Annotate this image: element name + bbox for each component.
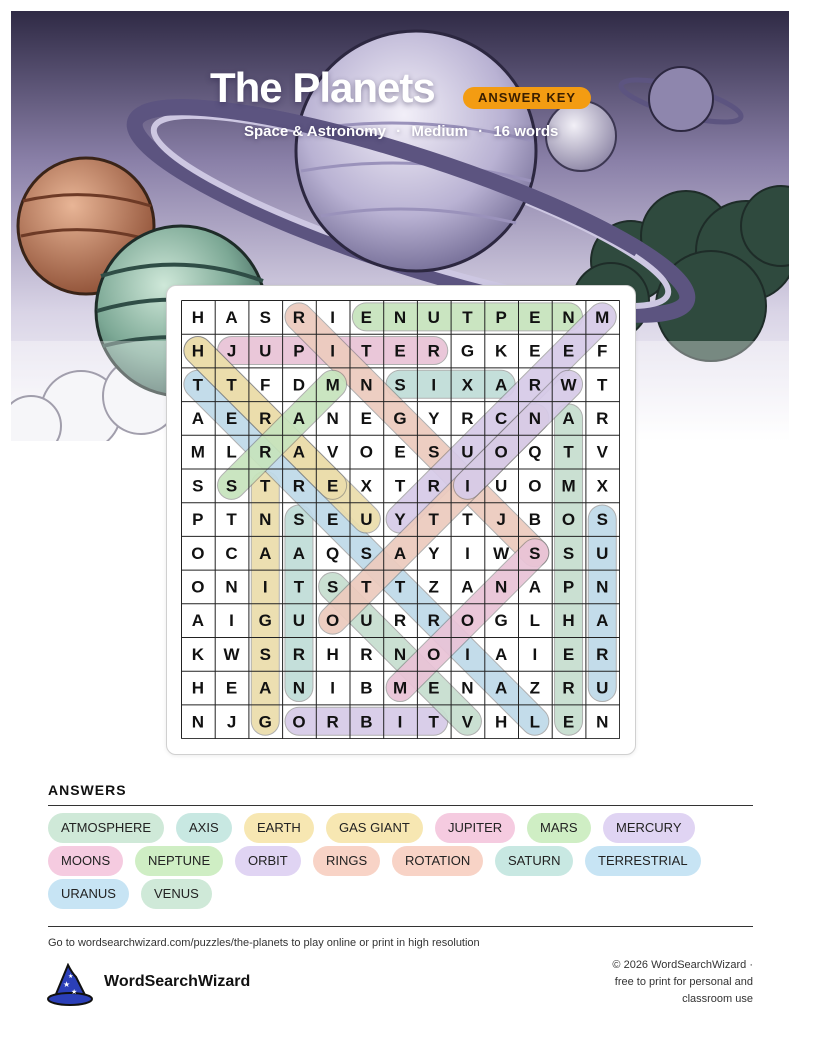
grid-letter: A	[259, 678, 272, 698]
grid-letter: E	[562, 341, 575, 361]
grid-letter: M	[392, 678, 408, 698]
grid-letter: E	[562, 644, 575, 664]
grid-letter: U	[596, 543, 609, 563]
grid-letter: O	[292, 712, 306, 732]
grid-letter: O	[191, 543, 205, 563]
grid-letter: U	[461, 442, 474, 462]
grid-letter: B	[528, 510, 541, 530]
grid-letter: N	[596, 712, 609, 732]
svg-text:★: ★	[71, 989, 78, 996]
grid-letter: M	[595, 307, 610, 327]
answer-word-chip: SATURN	[495, 846, 573, 876]
grid-letter: H	[326, 644, 339, 664]
grid-letter: H	[495, 712, 508, 732]
grid-letter: I	[465, 476, 470, 496]
separator-dot: ·	[478, 123, 484, 140]
grid-letter: P	[293, 341, 305, 361]
divider	[48, 926, 753, 927]
answers-heading: ANSWERS	[48, 782, 127, 798]
grid-letter: O	[191, 577, 205, 597]
wizard-hat-icon	[46, 963, 94, 1007]
grid-letter: J	[496, 510, 506, 530]
grid-letter: G	[258, 611, 272, 631]
grid-letter: R	[427, 476, 440, 496]
grid-letter: R	[427, 341, 440, 361]
grid-letter: V	[461, 712, 474, 732]
puzzle-subtitle	[244, 123, 558, 140]
grid-letter: A	[596, 611, 609, 631]
grid-letter: N	[596, 577, 609, 597]
answer-word-chip: JUPITER	[435, 813, 515, 843]
grid-letter: E	[428, 678, 440, 698]
answer-word-chip: MOONS	[48, 846, 123, 876]
grid-letter: E	[394, 341, 406, 361]
grid-letter: I	[330, 307, 336, 327]
grid-letter: Q	[528, 442, 542, 462]
grid-letter: H	[562, 611, 575, 631]
category-label: Space & Astronomy	[244, 123, 386, 140]
grid-letter: T	[260, 476, 271, 496]
grid-letter: S	[225, 476, 238, 496]
grid-letter: R	[596, 644, 609, 664]
grid-letter: P	[192, 510, 204, 530]
grid-letter: W	[223, 644, 240, 664]
grid-letter: O	[359, 442, 373, 462]
grid-letter: H	[191, 341, 204, 361]
grid-letter: I	[431, 375, 437, 395]
grid-letter: E	[529, 307, 541, 327]
grid-letter: T	[462, 510, 473, 530]
grid-letter: A	[292, 408, 306, 428]
grid-letter: P	[495, 307, 507, 327]
grid-letter: X	[360, 476, 373, 496]
answer-word-chip: AXIS	[176, 813, 232, 843]
brand-name: WordSearchWizard	[104, 973, 251, 990]
answer-word-chip: ORBIT	[235, 846, 301, 876]
grid-letter: X	[461, 375, 474, 395]
grid-letter: A	[528, 577, 541, 597]
grid-letter: O	[528, 476, 542, 496]
grid-letter: T	[428, 712, 439, 732]
grid-letter: I	[465, 644, 470, 664]
grid-letter: S	[259, 644, 271, 664]
grid-letter: R	[292, 307, 306, 327]
grid-letter: Q	[326, 543, 340, 563]
grid-letter: S	[394, 375, 406, 395]
grid-letter: V	[596, 442, 608, 462]
grid-letter: N	[326, 408, 339, 428]
divider	[48, 805, 753, 806]
grid-letter: U	[360, 611, 373, 631]
answer-word-chip: VENUS	[141, 879, 212, 909]
answer-word-chip: GAS GIANT	[326, 813, 423, 843]
grid-letter: O	[494, 442, 508, 462]
copyright-note	[573, 957, 753, 1008]
grid-letter: A	[292, 442, 306, 462]
word-count-label: 16 words	[493, 123, 559, 140]
copyright-line: free to print for personal and	[614, 976, 753, 988]
grid-letter: T	[293, 577, 305, 597]
grid-letter: E	[562, 712, 575, 732]
grid-letter: S	[529, 543, 541, 563]
grid-letter: I	[262, 577, 268, 597]
grid-letter: O	[427, 644, 441, 664]
grid-letter: A	[393, 543, 407, 563]
grid-letter: S	[259, 307, 271, 327]
grid-letter: T	[462, 307, 473, 327]
grid-letter: N	[562, 307, 575, 327]
grid-letter: U	[259, 341, 272, 361]
grid-letter: I	[330, 341, 336, 361]
grid-letter: R	[259, 442, 272, 462]
answer-word-chip: ATMOSPHERE	[48, 813, 164, 843]
grid-letter: N	[292, 678, 306, 698]
grid-letter: N	[461, 678, 474, 698]
grid-letter: I	[465, 543, 470, 563]
grid-letter: N	[225, 577, 238, 597]
grid-letter: N	[528, 408, 541, 428]
grid-letter: P	[562, 577, 575, 597]
word-search-grid	[181, 300, 620, 739]
grid-letter: A	[495, 678, 508, 698]
grid-letter: L	[226, 442, 237, 462]
grid-letter: T	[226, 375, 237, 395]
grid-letter: Z	[529, 678, 541, 698]
grid-letter: E	[225, 408, 238, 428]
grid-letter: N	[495, 577, 508, 597]
grid-letter: A	[495, 644, 508, 664]
grid-letter: A	[562, 408, 575, 428]
grid-letter: A	[292, 543, 306, 563]
grid-letter: K	[495, 341, 508, 361]
grid-letter: L	[529, 712, 541, 732]
grid-letter: O	[460, 611, 475, 631]
grid-letter: A	[225, 307, 238, 327]
grid-letter: U	[427, 307, 440, 327]
grid-letter: R	[393, 611, 407, 631]
grid-letter: S	[326, 577, 339, 597]
grid-letter: A	[259, 543, 272, 563]
grid-letter: H	[191, 307, 204, 327]
grid-letter: F	[260, 375, 271, 395]
grid-letter: C	[495, 408, 508, 428]
grid-letter: F	[597, 341, 608, 361]
grid-letter: M	[190, 442, 205, 462]
grid-letter: R	[596, 408, 609, 428]
grid-letter: N	[360, 375, 373, 395]
grid-letter: R	[326, 712, 339, 732]
answer-word-chip: MARS	[527, 813, 591, 843]
grid-letter: R	[461, 408, 474, 428]
grid-letter: T	[394, 476, 406, 496]
grid-letter: E	[360, 408, 373, 428]
grid-letter: R	[292, 476, 306, 496]
grid-letter: A	[191, 611, 204, 631]
grid-letter: Y	[428, 408, 440, 428]
grid-letter: B	[360, 712, 373, 732]
grid-letter: M	[325, 375, 340, 395]
grid-letter: R	[259, 408, 272, 428]
answer-word-chip: RINGS	[313, 846, 380, 876]
grid-letter: O	[561, 510, 576, 530]
answer-word-chip: TERRESTRIAL	[585, 846, 701, 876]
grid-letter: S	[428, 442, 440, 462]
grid-letter: R	[360, 644, 373, 664]
grid-letter: I	[532, 644, 538, 664]
grid-letter: U	[360, 510, 373, 530]
puzzle-title: The Planets	[210, 64, 435, 111]
grid-letter: G	[393, 408, 407, 428]
grid-letter: W	[493, 543, 510, 563]
svg-text:★: ★	[68, 974, 74, 980]
answer-word-chip: URANUS	[48, 879, 129, 909]
difficulty-label: Medium	[411, 123, 468, 140]
grid-letter: T	[226, 510, 237, 530]
answer-word-chip: EARTH	[244, 813, 314, 843]
grid-letter: E	[326, 510, 339, 530]
grid-letter: T	[563, 442, 574, 462]
grid-letter: G	[258, 712, 272, 732]
grid-letter: N	[393, 644, 407, 664]
grid-letter: M	[561, 476, 576, 496]
grid-letter: N	[393, 307, 407, 327]
grid-letter: H	[191, 678, 204, 698]
grid-letter: J	[226, 712, 237, 732]
copyright-line: © 2026 WordSearchWizard ·	[612, 959, 753, 971]
answer-word-chip: ROTATION	[392, 846, 483, 876]
grid-letter: Z	[428, 577, 439, 597]
grid-letter: U	[292, 611, 306, 631]
copyright-line: classroom use	[682, 993, 753, 1005]
grid-letter: T	[394, 577, 406, 597]
play-online-note: Go to wordsearchwizard.com/puzzles/the-planets to play online or print in high resolution	[48, 937, 480, 949]
grid-letter: T	[361, 341, 372, 361]
grid-letter: L	[529, 611, 541, 631]
grid-letter: N	[191, 712, 204, 732]
grid-letter: I	[330, 678, 336, 698]
grid-letter: R	[292, 644, 306, 664]
grid-letter: N	[259, 510, 272, 530]
grid-letter: E	[360, 307, 373, 327]
grid-letter: S	[192, 476, 204, 496]
grid-letter: O	[326, 611, 340, 631]
grid-letter: B	[360, 678, 373, 698]
grid-letter: K	[191, 644, 204, 664]
grid-letter: E	[394, 442, 406, 462]
grid-letter: T	[597, 375, 608, 395]
grid-letter: T	[192, 375, 204, 395]
grid-letter: T	[428, 510, 439, 530]
grid-letter: D	[292, 375, 306, 395]
grid-letter: U	[495, 476, 508, 496]
grid-letter: E	[326, 476, 339, 496]
svg-text:★: ★	[63, 980, 71, 989]
grid-letter: S	[596, 510, 608, 530]
grid-letter: V	[326, 442, 339, 462]
grid-letter: A	[461, 577, 474, 597]
grid-letter: E	[225, 678, 238, 698]
grid-letter: E	[529, 341, 541, 361]
answer-key-badge: ANSWER KEY	[463, 87, 591, 109]
grid-letter: C	[225, 543, 238, 563]
grid-letter: J	[226, 341, 237, 361]
grid-letter: T	[361, 577, 372, 597]
grid-letter: I	[229, 611, 234, 631]
grid-letter: R	[562, 678, 575, 698]
grid-letter: R	[528, 375, 541, 395]
grid-letter: S	[562, 543, 575, 563]
grid-letter: Y	[428, 543, 440, 563]
grid-letter: R	[427, 611, 440, 631]
separator-dot: ·	[396, 123, 402, 140]
grid-letter: S	[293, 510, 305, 530]
grid-letter: S	[360, 543, 373, 563]
grid-letter: G	[494, 611, 508, 631]
grid-letter: W	[560, 375, 577, 395]
grid-letter: X	[596, 476, 608, 496]
grid-letter: I	[397, 712, 403, 732]
grid-letter: U	[596, 678, 609, 698]
answer-word-chip: NEPTUNE	[135, 846, 223, 876]
grid-letter: G	[460, 341, 475, 361]
grid-letter: A	[495, 375, 508, 395]
answer-word-chip: MERCURY	[603, 813, 695, 843]
grid-letter: A	[191, 408, 204, 428]
grid-letter: Y	[394, 510, 406, 530]
